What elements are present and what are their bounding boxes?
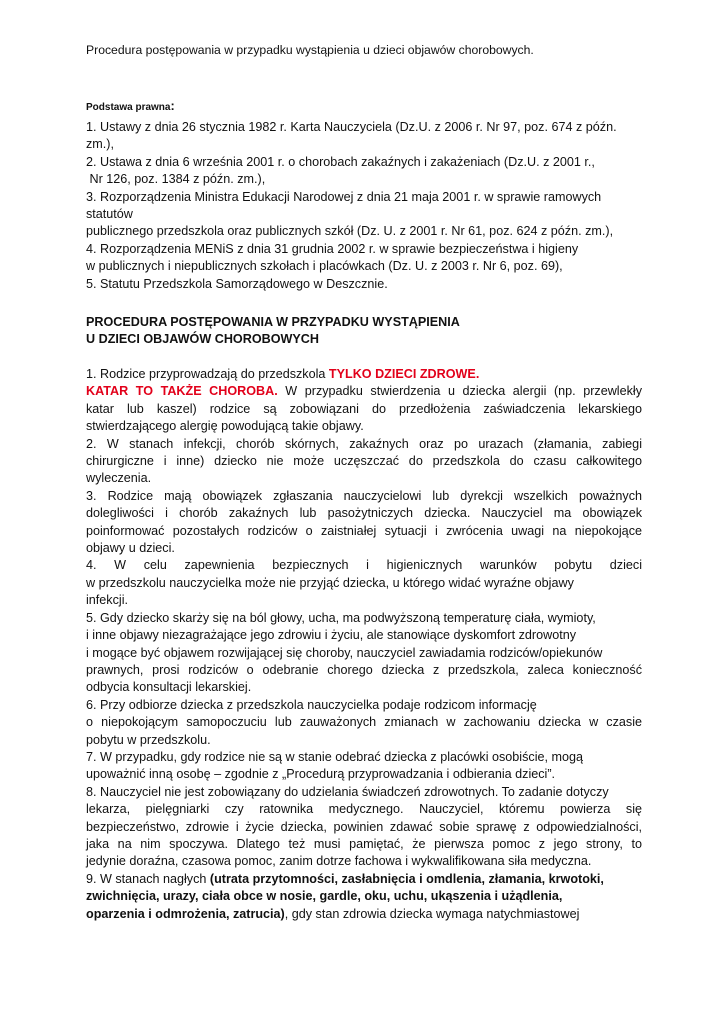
point-1-line	[86, 383, 642, 400]
point-5-line: prawnych, prosi rodziców o odebranie chorego dziecka z przedszkola, zaleca konieczność	[86, 662, 642, 677]
point-7-line: 7. W przypadku, gdy rodzice nie są w stanie odebrać dziecka z placówki osobiście, mogą	[86, 749, 583, 764]
point-5-line: odbycia konsultacji lekarskiej.	[86, 680, 252, 695]
point-9-line	[86, 906, 642, 923]
point-3-line: poinformować pozostałych rodziców o zaistniałej sytuacji i zwrócenia uwagi na niepokojące	[86, 523, 642, 538]
legal-basis-line: zm.),	[86, 137, 114, 152]
point-8-line: lekarza, pielęgniarki czy ratownika medycznego. Nauczyciel, któremu powierza się	[86, 802, 642, 817]
point-4-line: w przedszkolu nauczycielka może nie przyjąć dziecka, u którego widać wyraźne objawy	[86, 575, 574, 590]
procedure-body	[86, 366, 642, 923]
legal-basis-line: publicznego przedszkola oraz publicznych szkół (Dz. U. z 2001 r. Nr 61, poz. 624 z późn. zm.),	[86, 224, 614, 239]
legal-basis-line: 1. Ustawy z dnia 26 stycznia 1982 r. Karta Nauczyciela (Dz.U. z 2006 r. Nr 97, poz. 674 z późn.	[86, 120, 617, 134]
point-8-line: jedynie doraźna, czasowa pomoc, zanim dotrze fachowa i wykwalifikowana siła medyczna.	[86, 854, 592, 869]
point-2-line: chirurgiczne i inne) dziecko nie może uczęszczać do przedszkola do czasu całkowitego	[86, 454, 642, 469]
legal-basis-line: 3. Rozporządzenia Ministra Edukacji Narodowej z dnia 21 maja 2001 r. w sprawie ramowych	[86, 189, 602, 204]
point-8-line: bezpieczeństwo, zdrowie i życie dziecka, powinien zdawać sobie sprawę z odpowiedzialności,	[86, 819, 642, 834]
point-7-line: upoważnić inną osobę – zgodnie z „Procedurą przyprowadzania i odbierania dzieci”.	[86, 767, 556, 782]
point-3-line: 3. Rodzice mają obowiązek zgłaszania nauczycielowi lub dyrekcji wszelkich poważnych	[86, 488, 642, 503]
legal-basis-label-text: Podstawa prawna	[86, 102, 171, 113]
point-1-text: 1. Rodzice przyprowadzają do przedszkola	[86, 367, 329, 381]
point-1-line: katar lub kaszel) rodzice są zobowiązani do przedłożenia zaświadczenia lekarskiego	[86, 401, 642, 416]
emergency-list: (utrata przytomności, zasłabnięcia i omdlenia, złamania, krwotoki,	[209, 871, 604, 886]
point-9-line	[86, 871, 642, 888]
procedure-title-line: U DZIECI OBJAWÓW CHOROBOWYCH	[86, 332, 319, 347]
point-1-line: stwierdzającego alergię powodującą takie objawy.	[86, 419, 364, 434]
point-5-line: i mogące być objawem rozwijającej się choroby, nauczyciel zawiadamia rodziców/opiekunów	[86, 645, 603, 660]
legal-basis-line: 2. Ustawa z dnia 6 września 2001 r. o chorobach zakaźnych i zakażeniach (Dz.U. z 2001 r.,	[86, 154, 595, 169]
point-5-line: 5. Gdy dziecko skarży się na ból głowy, ucha, ma podwyższoną temperaturę ciała, wymioty,	[86, 610, 596, 625]
point-2-line: wyleczenia.	[86, 471, 152, 486]
legal-basis-list	[86, 119, 642, 293]
point-5-line: i inne objawy niezagrażające jego zdrowiu i życiu, ale stanowiące dyskomfort zdrowotny	[86, 628, 577, 643]
legal-basis-line: 5. Statutu Przedszkola Samorządowego w Deszcznie.	[86, 276, 388, 291]
point-3-line: dolegliwości i chorób zakaźnych lub pasożytniczych dziecka. Nauczyciel ma obowiązek	[86, 506, 642, 521]
runny-nose-notice: KATAR TO TAKŻE CHOROBA.	[86, 384, 278, 399]
point-2-line: 2. W stanach infekcji, chorób skórnych, zakaźnych oraz po urazach (złamania, zabiegi	[86, 436, 642, 451]
point-1-line	[86, 366, 642, 383]
document-header: Procedura postępowania w przypadku wystąpienia u dzieci objawów chorobowych.	[86, 43, 534, 57]
point-9-text: , gdy stan zdrowia dziecka wymaga natychmiastowej	[284, 906, 580, 921]
point-4-line: infekcji.	[86, 593, 128, 608]
legal-basis-label	[86, 98, 175, 116]
point-6-line: pobytu w przedszkolu.	[86, 732, 211, 747]
legal-basis-line: 4. Rozporządzenia MENiS z dnia 31 grudnia 2002 r. w sprawie bezpieczeństwa i higieny	[86, 241, 579, 256]
legal-basis-line: Nr 126, poz. 1384 z późn. zm.),	[86, 172, 266, 187]
point-3-line: objawy u dzieci.	[86, 541, 175, 556]
legal-basis-colon: :	[170, 99, 175, 113]
healthy-children-notice: TYLKO DZIECI ZDROWE.	[328, 367, 480, 381]
point-8-line: jaka na nim spoczywa. Dlatego też musi pamiętać, że pierwsza pomoc z jego strony, to	[86, 836, 642, 851]
procedure-title	[86, 314, 460, 349]
point-9-text: 9. W stanach nagłych	[86, 871, 210, 886]
legal-basis-line: w publicznych i niepublicznych szkołach i placówkach (Dz. U. z 2003 r. Nr 6, poz. 69),	[86, 259, 563, 274]
legal-basis-line: statutów	[86, 207, 133, 222]
point-4-line: 4. W celu zapewnienia bezpiecznych i higienicznych warunków pobytu dzieci	[86, 558, 642, 573]
point-1-text: W przypadku stwierdzenia u dziecka alergii (np. przewlekły	[277, 384, 642, 399]
point-9-line: zwichnięcia, urazy, ciała obce w nosie, gardle, oku, uchu, ukąszenia i użądlenia,	[86, 889, 563, 904]
point-6-line: 6. Przy odbiorze dziecka z przedszkola nauczycielka podaje rodzicom informację	[86, 697, 537, 712]
point-8-line: 8. Nauczyciel nie jest zobowiązany do udzielania świadczeń zdrowotnych. To zadanie dotyczy	[86, 784, 609, 799]
point-6-line: o niepokojącym samopoczuciu lub zauważonych zmianach w zachowaniu dziecka w czasie	[86, 715, 642, 730]
procedure-title-line: PROCEDURA POSTĘPOWANIA W PRZYPADKU WYSTĄPIENIA	[86, 315, 460, 329]
emergency-list: oparzenia i odmrożenia, zatrucia)	[86, 906, 285, 921]
